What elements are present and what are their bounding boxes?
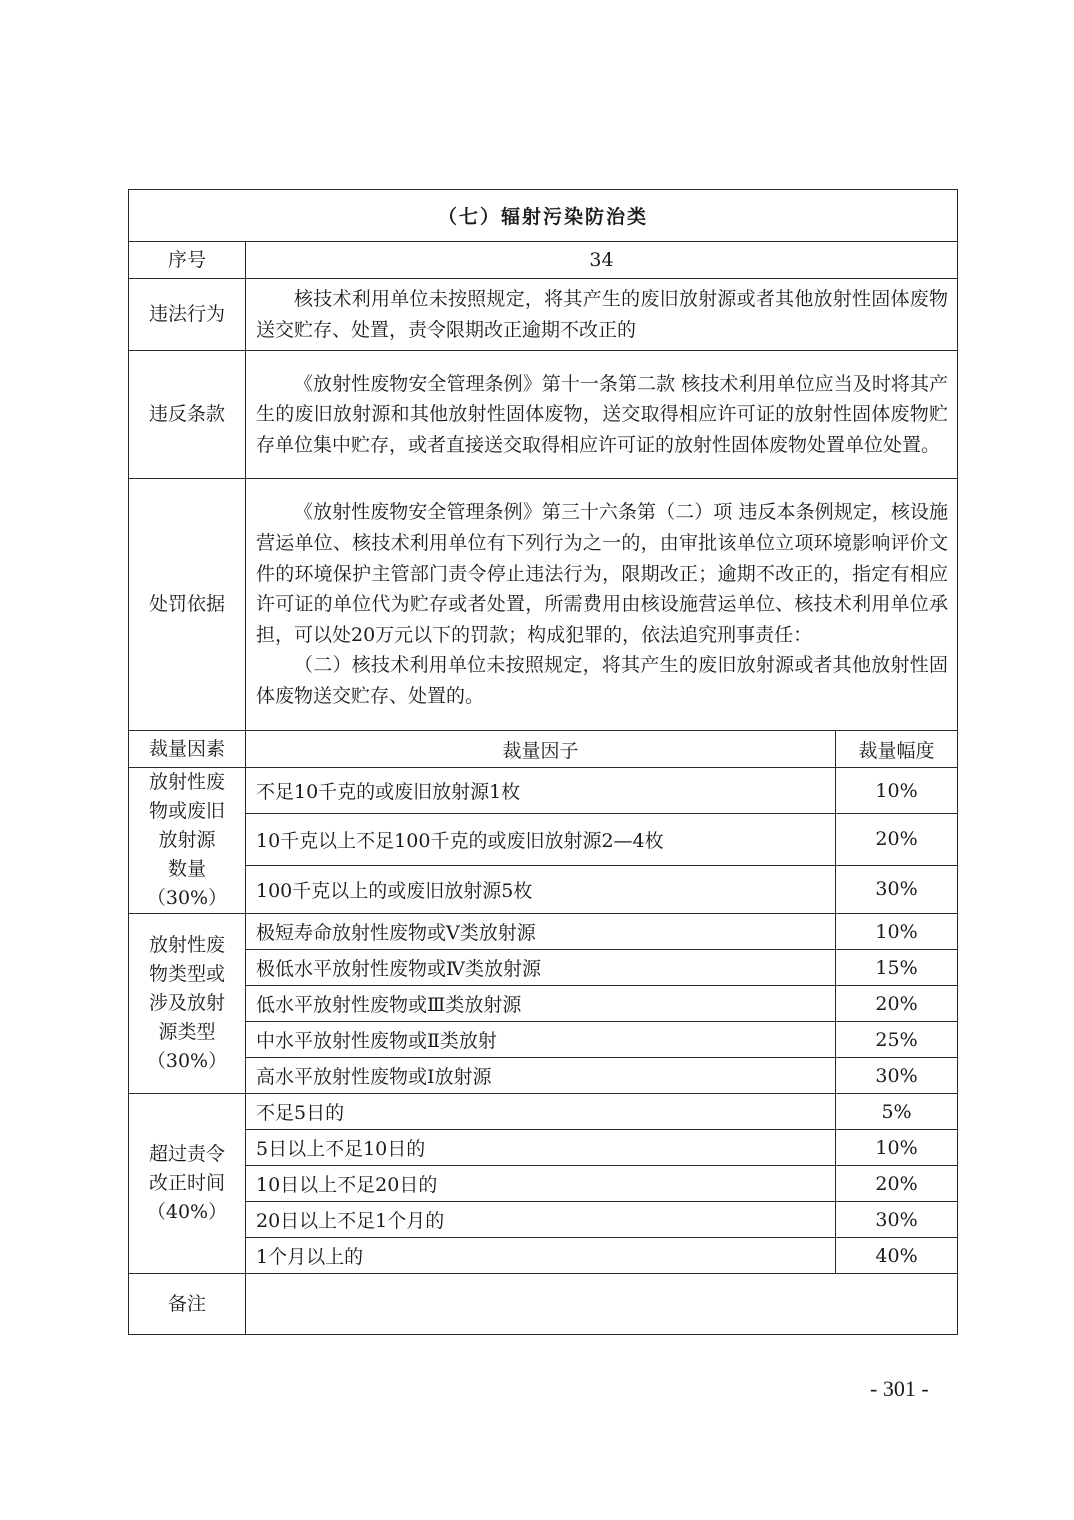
factor-header: 裁量因素	[129, 731, 246, 768]
remarks-value	[246, 1274, 958, 1335]
item-header: 裁量因子	[246, 731, 836, 768]
factor-pct: 5%	[836, 1094, 958, 1130]
factor-label-line: 源类型	[158, 1021, 216, 1043]
factor-pct: 10%	[836, 914, 958, 950]
factor-item: 极短寿命放射性废物或Ⅴ类放射源	[246, 914, 836, 950]
factor-pct: 15%	[836, 950, 958, 986]
penalty-text-2: （二）核技术利用单位未按照规定，将其产生的废旧放射源或者其他放射性固体废物送交贮存、处置的。	[256, 654, 949, 707]
factor-label-line: 数量	[167, 858, 206, 880]
penalty-discretion-table	[128, 189, 958, 1335]
factor-pct: 20%	[836, 1166, 958, 1202]
factor-label-line: 物类型或	[148, 963, 225, 985]
factor-item: 5日以上不足10日的	[246, 1130, 836, 1166]
factor-pct: 10%	[836, 768, 958, 814]
factor-label-line: 物或废旧	[148, 800, 225, 822]
penalty-text-1: 《放射性废物安全管理条例》第三十六条第（二）项 违反本条例规定，核设施营运单位、核技术利用单位有下列行为之一的，由审批该单位立项环境影响评价文件的环境保护主管部门责令停止违法行为，限期改正；逾期不改正的，指定有相应许可证的单位代为贮存或者处置，所需费用由核设施营运单位、核技术利用单位承担，可以处20万元以下的罚款；构成犯罪的，依法追究刑事责任：	[256, 501, 949, 646]
factor-group-quantity	[129, 768, 246, 914]
factor-item: 极低水平放射性废物或Ⅳ类放射源	[246, 950, 836, 986]
behavior-text: 核技术利用单位未按照规定，将其产生的废旧放射源或者其他放射性固体废物送交贮存、处置，责令限期改正逾期不改正的	[246, 279, 958, 351]
factor-item: 低水平放射性废物或Ⅲ类放射源	[246, 986, 836, 1022]
factor-pct: 20%	[836, 986, 958, 1022]
factor-item: 100千克以上的或废旧放射源5枚	[246, 865, 836, 913]
serial-label: 序号	[129, 242, 246, 279]
factor-group-time	[129, 1094, 246, 1274]
behavior-label: 违法行为	[129, 279, 246, 351]
violated-text: 《放射性废物安全管理条例》第十一条第二款 核技术利用单位应当及时将其产生的废旧放射源和其他放射性固体废物，送交取得相应许可证的放射性固体废物贮存单位集中贮存，或者直接送交取得相应许可证的放射性固体废物处置单位处置。	[246, 351, 958, 479]
penalty-cell	[246, 479, 958, 731]
range-header: 裁量幅度	[836, 731, 958, 768]
factor-label-line: 涉及放射	[148, 992, 225, 1014]
page-number: - 301 -	[870, 1376, 929, 1401]
penalty-label: 处罚依据	[129, 479, 246, 731]
factor-pct: 25%	[836, 1022, 958, 1058]
factor-item: 不足5日的	[246, 1094, 836, 1130]
factor-item: 1个月以上的	[246, 1238, 836, 1274]
factor-item: 高水平放射性废物或Ⅰ放射源	[246, 1058, 836, 1094]
factor-pct: 20%	[836, 814, 958, 865]
factor-pct: 30%	[836, 1058, 958, 1094]
factor-item: 中水平放射性废物或Ⅱ类放射	[246, 1022, 836, 1058]
remarks-label: 备注	[129, 1274, 246, 1335]
factor-item: 不足10千克的或废旧放射源1枚	[246, 768, 836, 814]
factor-pct: 30%	[836, 865, 958, 913]
factor-label-line: （40%）	[146, 1201, 228, 1223]
factor-pct: 30%	[836, 1202, 958, 1238]
factor-item: 20日以上不足1个月的	[246, 1202, 836, 1238]
violated-label: 违反条款	[129, 351, 246, 479]
factor-pct: 40%	[836, 1238, 958, 1274]
factor-item: 10千克以上不足100千克的或废旧放射源2—4枚	[246, 814, 836, 865]
factor-group-type	[129, 914, 246, 1094]
factor-label-line: 放射性废	[148, 771, 225, 793]
factor-label-line: （30%）	[146, 1050, 228, 1072]
factor-label-line: 放射性废	[148, 934, 225, 956]
section-title: （七）辐射污染防治类	[129, 190, 958, 242]
factor-label-line: （30%）	[146, 887, 228, 909]
factor-pct: 10%	[836, 1130, 958, 1166]
factor-item: 10日以上不足20日的	[246, 1166, 836, 1202]
factor-label-line: 改正时间	[148, 1172, 225, 1194]
factor-label-line: 超过责令	[148, 1143, 225, 1165]
factor-label-line: 放射源	[158, 829, 216, 851]
serial-value: 34	[246, 242, 958, 279]
